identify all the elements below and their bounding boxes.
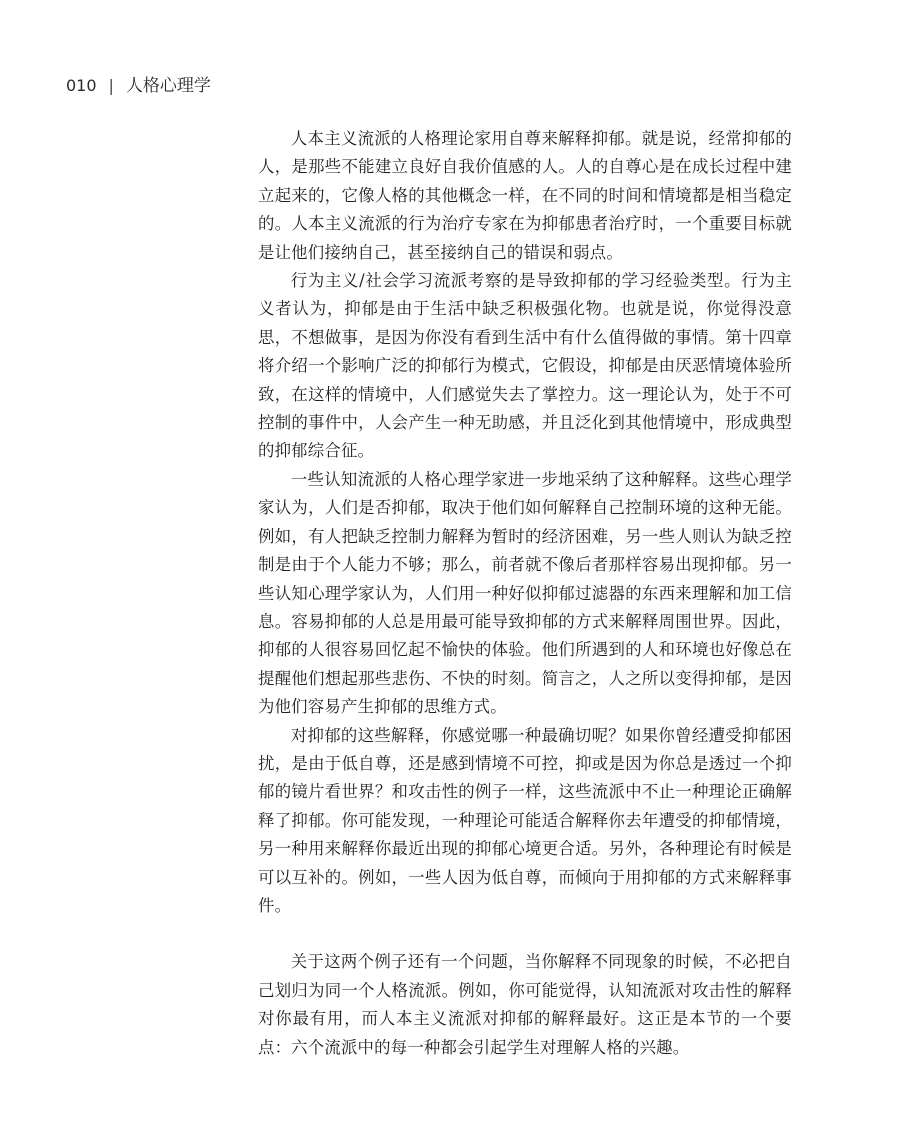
header-separator: |: [108, 76, 114, 95]
paragraph-behaviorism: 行为主义/社会学习流派考察的是导致抑郁的学习经验类型。行为主义者认为，抑郁是由于生活中缺乏积极强化物。也就是说，你觉得没意思，不想做事，是因为你没有看到生活中有什么值得做的事情。第十四章将介绍一个影响广泛的抑郁行为模式，它假设，抑郁是由厌恶情境体验所致，在这样的情境中，人们感觉失去了掌控力。这一理论认为，处于不可控制的事件中，人会产生一种无助感，并且泛化到其他情境中，形成典型的抑郁综合征。: [258, 271, 792, 461]
paragraph-cognitive: 一些认知流派的人格心理学家进一步地采纳了这种解释。这些心理学家认为，人们是否抑郁，取决于他们如何解释自己控制环境的这种无能。例如，有人把缺乏控制力解释为暂时的经济困难，另一些人则认为缺乏控制是由于个人能力不够；那么，前者就不像后者那样容易出现抑郁。另一些认知心理学家认为，人们用一种好似抑郁过滤器的东西来理解和加工信息。容易抑郁的人总是用最可能导致抑郁的方式来解释周围世界。因此，抑郁的人很容易回忆起不愉快的体验。他们所遇到的人和环境也好像总在提醒他们想起那些悲伤、不快的时刻。简言之，人之所以变得抑郁，是因为他们容易产生抑郁的思维方式。: [258, 469, 792, 717]
page-number: 010: [66, 76, 97, 95]
paragraph-self-esteem: 人本主义流派的人格理论家用自尊来解释抑郁。就是说，经常抑郁的人，是那些不能建立良好自我价值感的人。人的自尊心是在成长过程中建立起来的，它像人格的其他概念一样，在不同的时间和情境都是相当稳定的。人本主义流派的行为治疗专家在为抑郁患者治疗时，一个重要目标就是让他们接纳自己，甚至接纳自己的错误和弱点。: [258, 129, 792, 262]
paragraph-which-explanation: 对抑郁的这些解释，你感觉哪一种最确切呢？如果你曾经遭受抑郁困扰，是由于低自尊，还是感到情境不可控，抑或是因为你总是透过一个抑郁的镜片看世界？和攻击性的例子一样，这些流派中不止一种理论正确解释了抑郁。你可能发现，一种理论可能适合解释你去年遭受的抑郁情境，另一种用来解释你最近出现的抑郁心境更合适。另外，各种理论有时候是可以互补的。例如，一些人因为低自尊，而倾向于用抑郁的方式来解释事件。: [258, 725, 792, 915]
running-header: [66, 76, 211, 96]
body-text: [258, 125, 792, 1062]
paragraph-key-point: 关于这两个例子还有一个问题，当你解释不同现象的时候，不必把自己划归为同一个人格流派。例如，你可能觉得，认知流派对攻击性的解释对你最有用，而人本主义流派对抑郁的解释最好。这正是本节的一个要点：六个流派中的每一种都会引起学生对理解人格的兴趣。: [258, 952, 792, 1057]
book-title: 人格心理学: [125, 76, 211, 96]
